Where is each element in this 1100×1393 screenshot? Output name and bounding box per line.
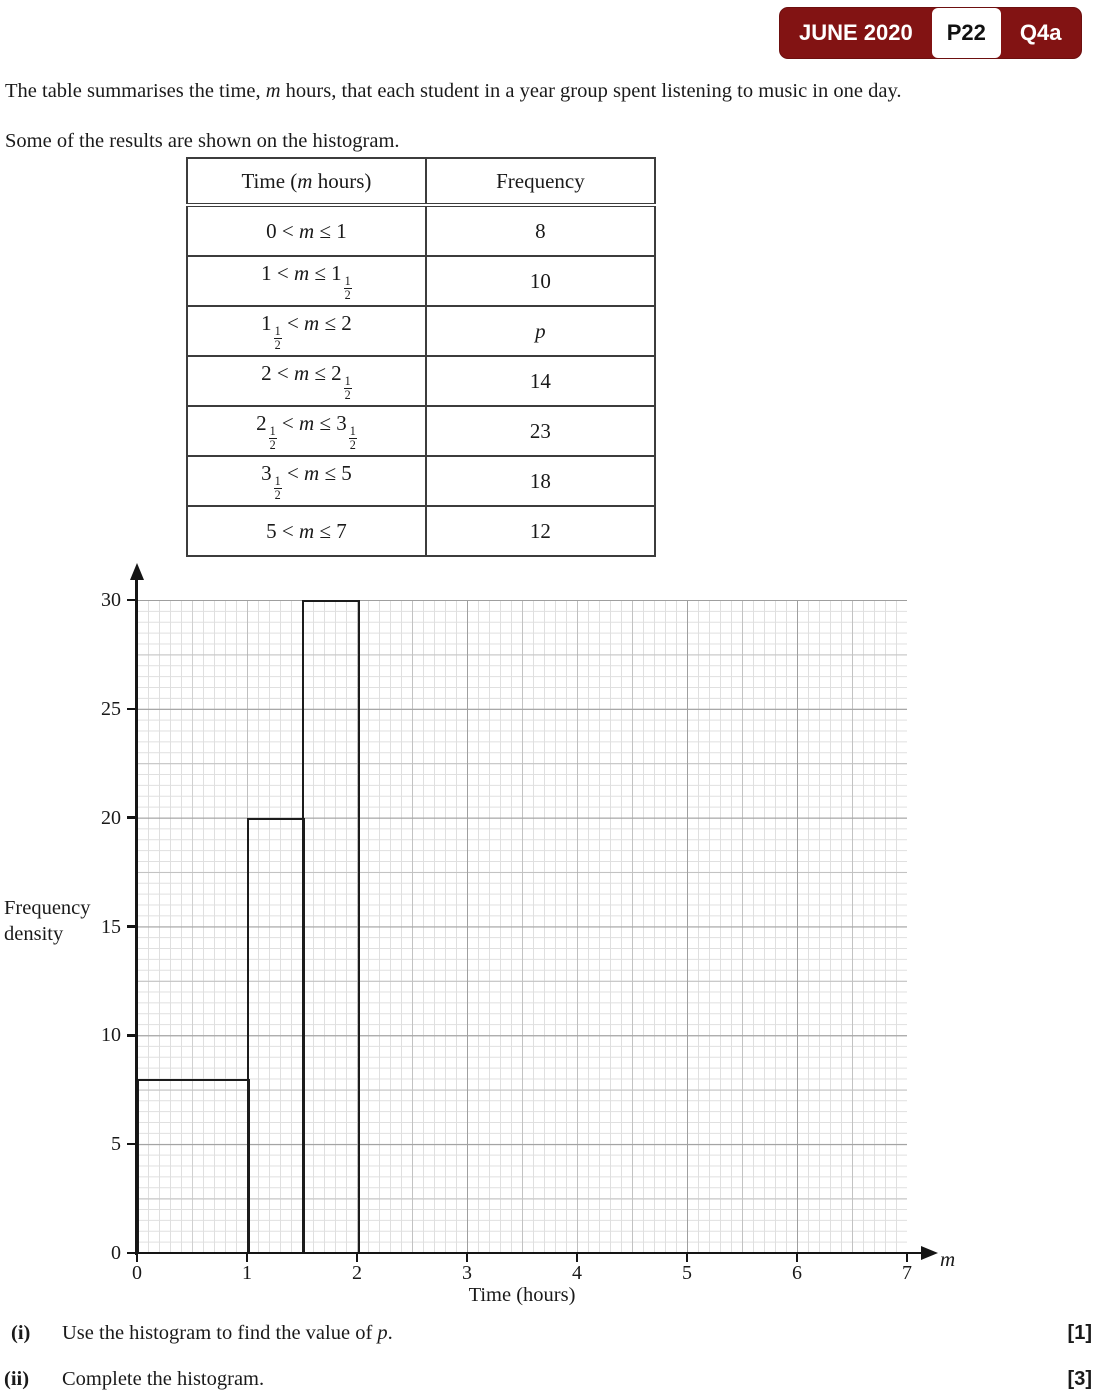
table-row bbox=[187, 456, 655, 506]
x-tick-label: 3 bbox=[462, 1262, 472, 1284]
x-tick-mark bbox=[686, 1253, 689, 1262]
x-tick-mark bbox=[356, 1253, 359, 1262]
table-row bbox=[187, 506, 655, 556]
table-header-row bbox=[187, 158, 655, 205]
column-header-time: Time (m hours) bbox=[187, 158, 426, 205]
frequency-cell: 14 bbox=[426, 356, 655, 406]
frequency-cell: p bbox=[426, 306, 655, 356]
time-interval-cell: 3 $\frac{1}{2}$ < m ≤ 5 bbox=[187, 456, 426, 506]
column-header-frequency: Frequency bbox=[426, 158, 655, 205]
x-tick-mark bbox=[576, 1253, 579, 1262]
x-tick-label: 0 bbox=[132, 1262, 142, 1284]
x-tick-mark bbox=[136, 1253, 139, 1262]
y-tick-mark bbox=[127, 1034, 137, 1037]
x-axis-title: Time (hours) bbox=[468, 1284, 576, 1306]
y-tick-label: 5 bbox=[111, 1133, 121, 1156]
question-i-marks: [1] bbox=[1067, 1322, 1092, 1344]
histogram-bar bbox=[302, 600, 360, 1253]
vulgar-fraction: $\frac{1}{2}$ bbox=[344, 373, 351, 402]
y-tick-mark bbox=[127, 1143, 137, 1146]
y-tick-label: 25 bbox=[101, 697, 121, 720]
badge-paper: P22 bbox=[932, 8, 1001, 58]
table-row bbox=[187, 256, 655, 306]
frequency-cell: 18 bbox=[426, 456, 655, 506]
y-tick-label: 0 bbox=[111, 1242, 121, 1264]
x-tick-mark bbox=[466, 1253, 469, 1262]
time-interval-cell: 1 $\frac{1}{2}$ < m ≤ 2 bbox=[187, 306, 426, 356]
y-tick-label: 20 bbox=[101, 806, 121, 829]
y-tick-label: 15 bbox=[101, 915, 121, 938]
question-i-text: Use the histogram to find the value of p. bbox=[62, 1322, 393, 1344]
time-interval-cell: 0 < m ≤ 1 bbox=[187, 205, 426, 256]
table-row bbox=[187, 205, 655, 256]
intro-text-line1: The table summarises the time, m hours, that each student in a year group spent listening to music in one day. bbox=[5, 80, 902, 102]
y-axis-title: Frequency density bbox=[4, 897, 91, 945]
frequency-table bbox=[186, 157, 656, 557]
x-axis-arrow-icon bbox=[921, 1246, 938, 1260]
vulgar-fraction: $\frac{1}{2}$ bbox=[344, 273, 351, 302]
x-tick-label: 1 bbox=[242, 1262, 252, 1284]
question-ii-text: Complete the histogram. bbox=[62, 1368, 265, 1390]
y-tick-mark bbox=[127, 816, 137, 819]
vulgar-fraction: $\frac{1}{2}$ bbox=[349, 423, 356, 452]
time-interval-cell: 2 $\frac{1}{2}$ < m ≤ 3 $\frac{1}{2}$ bbox=[187, 406, 426, 456]
y-tick-label: 30 bbox=[101, 589, 121, 611]
x-tick-mark bbox=[906, 1253, 909, 1262]
y-tick-label: 10 bbox=[101, 1024, 121, 1047]
x-axis-variable-symbol: m bbox=[940, 1247, 956, 1271]
intro-text-line2: Some of the results are shown on the histogram. bbox=[5, 130, 400, 152]
histogram-bar bbox=[247, 818, 305, 1253]
time-interval-cell: 5 < m ≤ 7 bbox=[187, 506, 426, 556]
x-tick-label: 7 bbox=[902, 1262, 912, 1284]
frequency-cell: 23 bbox=[426, 406, 655, 456]
x-tick-label: 5 bbox=[682, 1262, 692, 1284]
x-tick-mark bbox=[796, 1253, 799, 1262]
vulgar-fraction: $\frac{1}{2}$ bbox=[274, 323, 281, 352]
table-row bbox=[187, 406, 655, 456]
y-tick-mark bbox=[127, 925, 137, 928]
question-i-label: (i) bbox=[11, 1322, 31, 1344]
frequency-cell: 12 bbox=[426, 506, 655, 556]
question-ii-marks: [3] bbox=[1067, 1368, 1092, 1390]
table-row bbox=[187, 306, 655, 356]
question-badge bbox=[779, 7, 1082, 59]
vulgar-fraction: $\frac{1}{2}$ bbox=[269, 423, 276, 452]
y-tick-mark bbox=[127, 708, 137, 711]
badge-session: JUNE 2020 bbox=[799, 20, 913, 45]
frequency-table-body bbox=[187, 205, 655, 556]
time-interval-cell: 2 < m ≤ 2 $\frac{1}{2}$ bbox=[187, 356, 426, 406]
x-tick-label: 6 bbox=[792, 1262, 802, 1284]
time-interval-cell: 1 < m ≤ 1 $\frac{1}{2}$ bbox=[187, 256, 426, 306]
x-tick-label: 2 bbox=[352, 1262, 362, 1284]
vulgar-fraction: $\frac{1}{2}$ bbox=[274, 473, 281, 502]
histogram-bar bbox=[137, 1079, 250, 1253]
y-axis-arrow-icon bbox=[130, 563, 144, 580]
question-ii-label: (ii) bbox=[4, 1368, 30, 1390]
y-axis-line bbox=[135, 578, 138, 1255]
x-tick-mark bbox=[246, 1253, 249, 1262]
plot-area bbox=[137, 600, 907, 1253]
table-row bbox=[187, 356, 655, 406]
x-tick-label: 4 bbox=[572, 1262, 582, 1284]
y-tick-mark bbox=[127, 599, 137, 602]
badge-question: Q4a bbox=[1019, 20, 1062, 45]
frequency-cell: 8 bbox=[426, 205, 655, 256]
frequency-cell: 10 bbox=[426, 256, 655, 306]
